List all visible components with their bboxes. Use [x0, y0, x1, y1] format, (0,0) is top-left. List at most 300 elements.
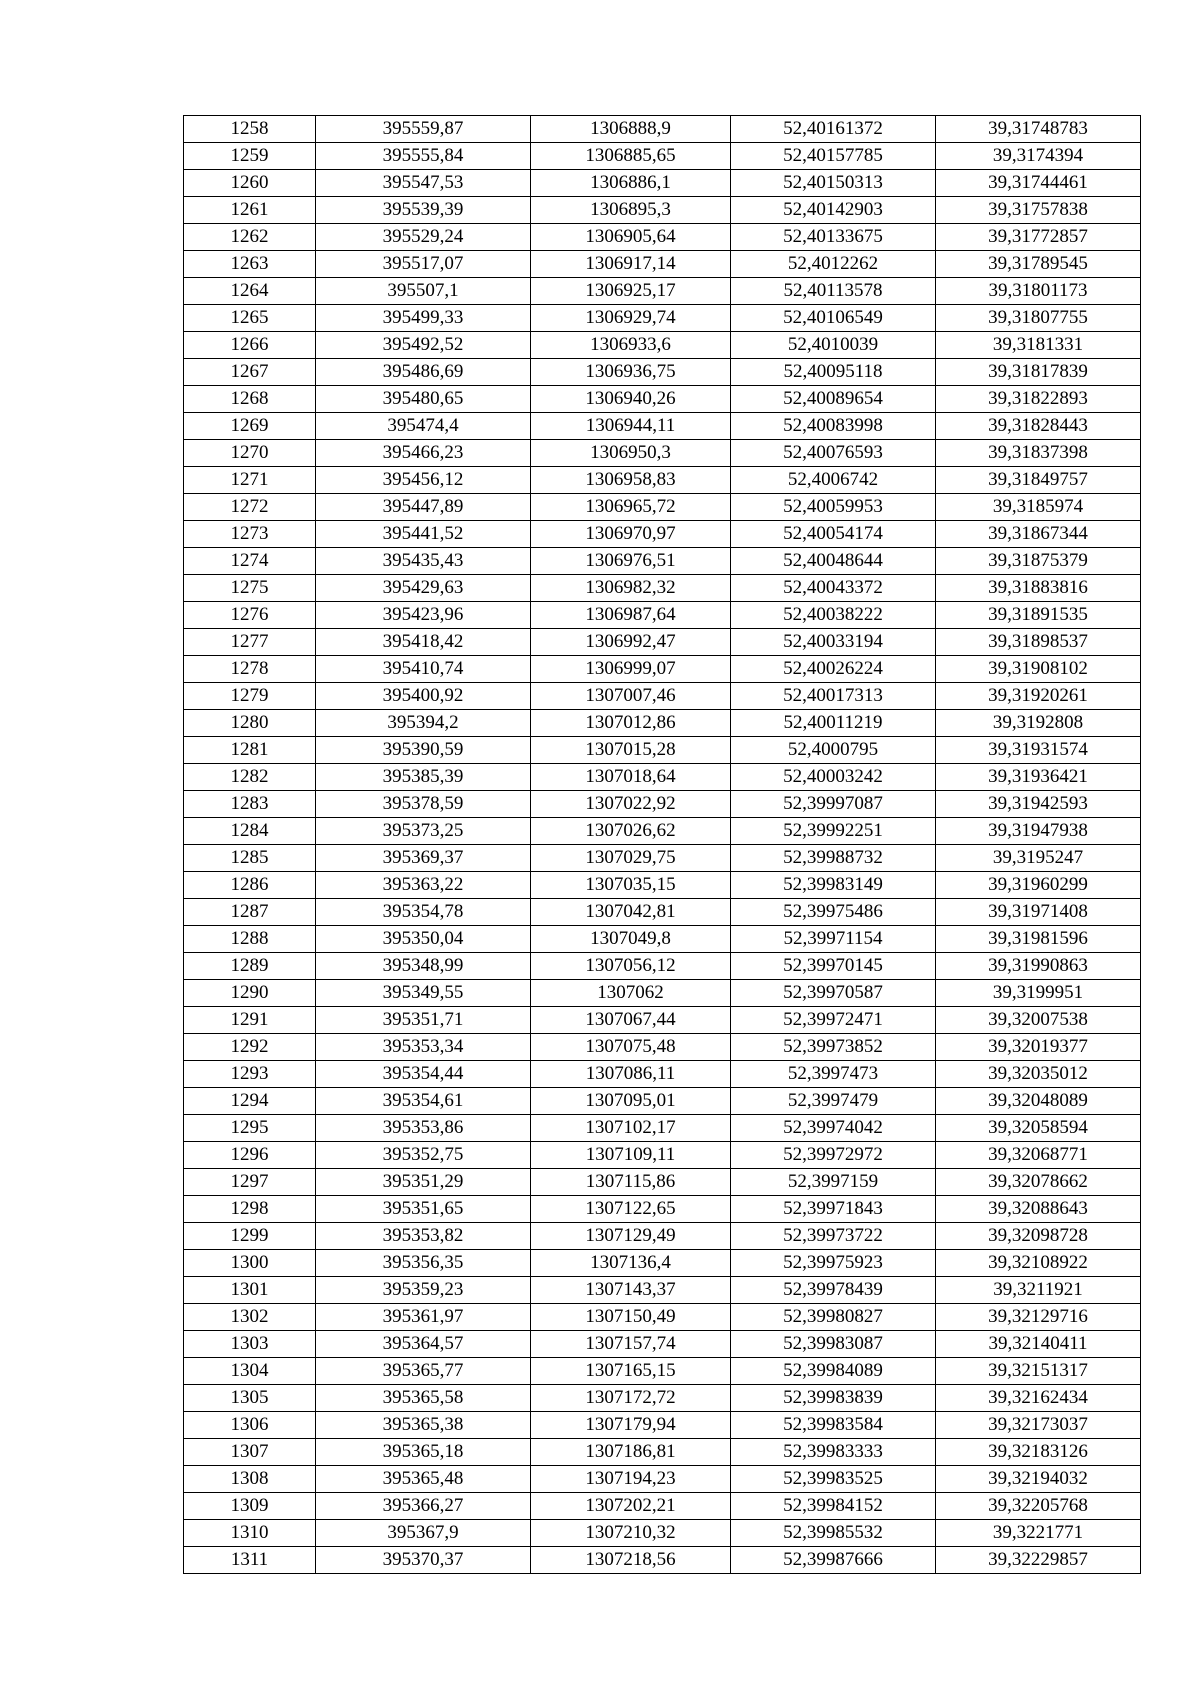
y-coordinate-cell: 1307007,46 [531, 683, 731, 710]
table-row [184, 251, 1141, 278]
x-coordinate-cell: 395492,52 [316, 332, 531, 359]
latitude-cell: 52,40083998 [731, 413, 936, 440]
latitude-cell: 52,40026224 [731, 656, 936, 683]
latitude-cell: 52,40059953 [731, 494, 936, 521]
point-number-cell: 1279 [184, 683, 316, 710]
y-coordinate-cell: 1306965,72 [531, 494, 731, 521]
latitude-cell: 52,40142903 [731, 197, 936, 224]
latitude-cell: 52,39983584 [731, 1412, 936, 1439]
point-number-cell: 1273 [184, 521, 316, 548]
point-number-cell: 1291 [184, 1007, 316, 1034]
latitude-cell: 52,39983525 [731, 1466, 936, 1493]
x-coordinate-cell: 395353,82 [316, 1223, 531, 1250]
point-number-cell: 1259 [184, 143, 316, 170]
point-number-cell: 1288 [184, 926, 316, 953]
x-coordinate-cell: 395441,52 [316, 521, 531, 548]
table-row [184, 224, 1141, 251]
latitude-cell: 52,3997159 [731, 1169, 936, 1196]
latitude-cell: 52,39975923 [731, 1250, 936, 1277]
y-coordinate-cell: 1306950,3 [531, 440, 731, 467]
table-row [184, 413, 1141, 440]
latitude-cell: 52,39992251 [731, 818, 936, 845]
coordinates-table [183, 115, 1141, 1574]
point-number-cell: 1272 [184, 494, 316, 521]
table-row [184, 656, 1141, 683]
x-coordinate-cell: 395410,74 [316, 656, 531, 683]
table-row [184, 1439, 1141, 1466]
y-coordinate-cell: 1307029,75 [531, 845, 731, 872]
x-coordinate-cell: 395353,34 [316, 1034, 531, 1061]
longitude-cell: 39,32078662 [936, 1169, 1141, 1196]
point-number-cell: 1292 [184, 1034, 316, 1061]
y-coordinate-cell: 1307095,01 [531, 1088, 731, 1115]
x-coordinate-cell: 395352,75 [316, 1142, 531, 1169]
table-row [184, 1331, 1141, 1358]
longitude-cell: 39,3185974 [936, 494, 1141, 521]
x-coordinate-cell: 395486,69 [316, 359, 531, 386]
point-number-cell: 1283 [184, 791, 316, 818]
longitude-cell: 39,3199951 [936, 980, 1141, 1007]
point-number-cell: 1293 [184, 1061, 316, 1088]
x-coordinate-cell: 395365,58 [316, 1385, 531, 1412]
x-coordinate-cell: 395363,22 [316, 872, 531, 899]
latitude-cell: 52,39984089 [731, 1358, 936, 1385]
latitude-cell: 52,40033194 [731, 629, 936, 656]
x-coordinate-cell: 395529,24 [316, 224, 531, 251]
point-number-cell: 1287 [184, 899, 316, 926]
x-coordinate-cell: 395390,59 [316, 737, 531, 764]
latitude-cell: 52,40043372 [731, 575, 936, 602]
x-coordinate-cell: 395351,29 [316, 1169, 531, 1196]
table-row [184, 1007, 1141, 1034]
point-number-cell: 1294 [184, 1088, 316, 1115]
table-row [184, 386, 1141, 413]
y-coordinate-cell: 1307172,72 [531, 1385, 731, 1412]
latitude-cell: 52,39985532 [731, 1520, 936, 1547]
coordinates-table-body [184, 116, 1141, 1574]
table-row [184, 1223, 1141, 1250]
table-row [184, 1520, 1141, 1547]
longitude-cell: 39,31981596 [936, 926, 1141, 953]
x-coordinate-cell: 395350,04 [316, 926, 531, 953]
longitude-cell: 39,31947938 [936, 818, 1141, 845]
point-number-cell: 1258 [184, 116, 316, 143]
latitude-cell: 52,39983839 [731, 1385, 936, 1412]
longitude-cell: 39,3211921 [936, 1277, 1141, 1304]
longitude-cell: 39,32048089 [936, 1088, 1141, 1115]
table-row [184, 116, 1141, 143]
point-number-cell: 1299 [184, 1223, 316, 1250]
y-coordinate-cell: 1306958,83 [531, 467, 731, 494]
x-coordinate-cell: 395351,71 [316, 1007, 531, 1034]
x-coordinate-cell: 395353,86 [316, 1115, 531, 1142]
x-coordinate-cell: 395364,57 [316, 1331, 531, 1358]
y-coordinate-cell: 1307179,94 [531, 1412, 731, 1439]
point-number-cell: 1268 [184, 386, 316, 413]
point-number-cell: 1274 [184, 548, 316, 575]
table-row [184, 980, 1141, 1007]
longitude-cell: 39,32194032 [936, 1466, 1141, 1493]
x-coordinate-cell: 395365,48 [316, 1466, 531, 1493]
longitude-cell: 39,32173037 [936, 1412, 1141, 1439]
point-number-cell: 1265 [184, 305, 316, 332]
table-row [184, 1169, 1141, 1196]
x-coordinate-cell: 395466,23 [316, 440, 531, 467]
longitude-cell: 39,32058594 [936, 1115, 1141, 1142]
point-number-cell: 1264 [184, 278, 316, 305]
x-coordinate-cell: 395354,78 [316, 899, 531, 926]
x-coordinate-cell: 395351,65 [316, 1196, 531, 1223]
longitude-cell: 39,31971408 [936, 899, 1141, 926]
table-row [184, 1142, 1141, 1169]
latitude-cell: 52,40054174 [731, 521, 936, 548]
table-row [184, 845, 1141, 872]
y-coordinate-cell: 1307150,49 [531, 1304, 731, 1331]
longitude-cell: 39,32162434 [936, 1385, 1141, 1412]
table-row [184, 1250, 1141, 1277]
x-coordinate-cell: 395365,38 [316, 1412, 531, 1439]
y-coordinate-cell: 1306925,17 [531, 278, 731, 305]
longitude-cell: 39,31801173 [936, 278, 1141, 305]
x-coordinate-cell: 395378,59 [316, 791, 531, 818]
y-coordinate-cell: 1306917,14 [531, 251, 731, 278]
longitude-cell: 39,31817839 [936, 359, 1141, 386]
longitude-cell: 39,31789545 [936, 251, 1141, 278]
latitude-cell: 52,39997087 [731, 791, 936, 818]
x-coordinate-cell: 395429,63 [316, 575, 531, 602]
longitude-cell: 39,32140411 [936, 1331, 1141, 1358]
latitude-cell: 52,39973852 [731, 1034, 936, 1061]
latitude-cell: 52,39988732 [731, 845, 936, 872]
latitude-cell: 52,39984152 [731, 1493, 936, 1520]
latitude-cell: 52,40017313 [731, 683, 936, 710]
longitude-cell: 39,32151317 [936, 1358, 1141, 1385]
latitude-cell: 52,3997473 [731, 1061, 936, 1088]
point-number-cell: 1276 [184, 602, 316, 629]
longitude-cell: 39,31772857 [936, 224, 1141, 251]
point-number-cell: 1307 [184, 1439, 316, 1466]
x-coordinate-cell: 395507,1 [316, 278, 531, 305]
table-row [184, 710, 1141, 737]
longitude-cell: 39,32205768 [936, 1493, 1141, 1520]
longitude-cell: 39,31990863 [936, 953, 1141, 980]
longitude-cell: 39,31867344 [936, 521, 1141, 548]
point-number-cell: 1298 [184, 1196, 316, 1223]
longitude-cell: 39,31828443 [936, 413, 1141, 440]
point-number-cell: 1286 [184, 872, 316, 899]
latitude-cell: 52,39970145 [731, 953, 936, 980]
x-coordinate-cell: 395456,12 [316, 467, 531, 494]
table-row [184, 1304, 1141, 1331]
latitude-cell: 52,39983333 [731, 1439, 936, 1466]
longitude-cell: 39,3181331 [936, 332, 1141, 359]
y-coordinate-cell: 1306885,65 [531, 143, 731, 170]
x-coordinate-cell: 395373,25 [316, 818, 531, 845]
x-coordinate-cell: 395400,92 [316, 683, 531, 710]
table-row [184, 1088, 1141, 1115]
longitude-cell: 39,31942593 [936, 791, 1141, 818]
table-row [184, 1412, 1141, 1439]
table-row [184, 1034, 1141, 1061]
point-number-cell: 1262 [184, 224, 316, 251]
point-number-cell: 1305 [184, 1385, 316, 1412]
table-row [184, 764, 1141, 791]
longitude-cell: 39,31891535 [936, 602, 1141, 629]
x-coordinate-cell: 395367,9 [316, 1520, 531, 1547]
y-coordinate-cell: 1307109,11 [531, 1142, 731, 1169]
y-coordinate-cell: 1306895,3 [531, 197, 731, 224]
latitude-cell: 52,39987666 [731, 1547, 936, 1574]
y-coordinate-cell: 1307075,48 [531, 1034, 731, 1061]
table-row [184, 197, 1141, 224]
longitude-cell: 39,32129716 [936, 1304, 1141, 1331]
latitude-cell: 52,39983149 [731, 872, 936, 899]
y-coordinate-cell: 1307218,56 [531, 1547, 731, 1574]
y-coordinate-cell: 1307086,11 [531, 1061, 731, 1088]
table-row [184, 494, 1141, 521]
y-coordinate-cell: 1307015,28 [531, 737, 731, 764]
point-number-cell: 1284 [184, 818, 316, 845]
point-number-cell: 1281 [184, 737, 316, 764]
longitude-cell: 39,31883816 [936, 575, 1141, 602]
table-row [184, 1547, 1141, 1574]
x-coordinate-cell: 395539,39 [316, 197, 531, 224]
point-number-cell: 1270 [184, 440, 316, 467]
point-number-cell: 1301 [184, 1277, 316, 1304]
longitude-cell: 39,31931574 [936, 737, 1141, 764]
latitude-cell: 52,40095118 [731, 359, 936, 386]
point-number-cell: 1271 [184, 467, 316, 494]
point-number-cell: 1311 [184, 1547, 316, 1574]
y-coordinate-cell: 1307186,81 [531, 1439, 731, 1466]
y-coordinate-cell: 1307062 [531, 980, 731, 1007]
table-row [184, 1196, 1141, 1223]
longitude-cell: 39,3221771 [936, 1520, 1141, 1547]
point-number-cell: 1303 [184, 1331, 316, 1358]
latitude-cell: 52,39978439 [731, 1277, 936, 1304]
point-number-cell: 1280 [184, 710, 316, 737]
longitude-cell: 39,32229857 [936, 1547, 1141, 1574]
latitude-cell: 52,39971154 [731, 926, 936, 953]
longitude-cell: 39,3174394 [936, 143, 1141, 170]
longitude-cell: 39,31898537 [936, 629, 1141, 656]
latitude-cell: 52,39980827 [731, 1304, 936, 1331]
table-row [184, 332, 1141, 359]
longitude-cell: 39,31849757 [936, 467, 1141, 494]
longitude-cell: 39,31837398 [936, 440, 1141, 467]
longitude-cell: 39,31807755 [936, 305, 1141, 332]
x-coordinate-cell: 395348,99 [316, 953, 531, 980]
y-coordinate-cell: 1306936,75 [531, 359, 731, 386]
latitude-cell: 52,40089654 [731, 386, 936, 413]
latitude-cell: 52,40076593 [731, 440, 936, 467]
y-coordinate-cell: 1307049,8 [531, 926, 731, 953]
point-number-cell: 1300 [184, 1250, 316, 1277]
table-row [184, 1277, 1141, 1304]
point-number-cell: 1290 [184, 980, 316, 1007]
latitude-cell: 52,39974042 [731, 1115, 936, 1142]
y-coordinate-cell: 1307136,4 [531, 1250, 731, 1277]
latitude-cell: 52,40011219 [731, 710, 936, 737]
table-row [184, 1358, 1141, 1385]
y-coordinate-cell: 1306933,6 [531, 332, 731, 359]
y-coordinate-cell: 1307129,49 [531, 1223, 731, 1250]
longitude-cell: 39,31822893 [936, 386, 1141, 413]
point-number-cell: 1289 [184, 953, 316, 980]
y-coordinate-cell: 1306929,74 [531, 305, 731, 332]
point-number-cell: 1308 [184, 1466, 316, 1493]
latitude-cell: 52,40157785 [731, 143, 936, 170]
y-coordinate-cell: 1307157,74 [531, 1331, 731, 1358]
x-coordinate-cell: 395361,97 [316, 1304, 531, 1331]
table-row [184, 1466, 1141, 1493]
y-coordinate-cell: 1307035,15 [531, 872, 731, 899]
table-row [184, 899, 1141, 926]
x-coordinate-cell: 395365,18 [316, 1439, 531, 1466]
latitude-cell: 52,39970587 [731, 980, 936, 1007]
longitude-cell: 39,32108922 [936, 1250, 1141, 1277]
longitude-cell: 39,31920261 [936, 683, 1141, 710]
x-coordinate-cell: 395349,55 [316, 980, 531, 1007]
longitude-cell: 39,32068771 [936, 1142, 1141, 1169]
longitude-cell: 39,31960299 [936, 872, 1141, 899]
y-coordinate-cell: 1307202,21 [531, 1493, 731, 1520]
y-coordinate-cell: 1307022,92 [531, 791, 731, 818]
point-number-cell: 1309 [184, 1493, 316, 1520]
longitude-cell: 39,31908102 [936, 656, 1141, 683]
point-number-cell: 1275 [184, 575, 316, 602]
table-row [184, 1493, 1141, 1520]
x-coordinate-cell: 395499,33 [316, 305, 531, 332]
point-number-cell: 1278 [184, 656, 316, 683]
x-coordinate-cell: 395423,96 [316, 602, 531, 629]
x-coordinate-cell: 395474,4 [316, 413, 531, 440]
y-coordinate-cell: 1307165,15 [531, 1358, 731, 1385]
y-coordinate-cell: 1306976,51 [531, 548, 731, 575]
longitude-cell: 39,31757838 [936, 197, 1141, 224]
point-number-cell: 1269 [184, 413, 316, 440]
longitude-cell: 39,32183126 [936, 1439, 1141, 1466]
latitude-cell: 52,39983087 [731, 1331, 936, 1358]
point-number-cell: 1267 [184, 359, 316, 386]
y-coordinate-cell: 1307056,12 [531, 953, 731, 980]
point-number-cell: 1285 [184, 845, 316, 872]
table-row [184, 521, 1141, 548]
x-coordinate-cell: 395555,84 [316, 143, 531, 170]
longitude-cell: 39,3192808 [936, 710, 1141, 737]
y-coordinate-cell: 1306999,07 [531, 656, 731, 683]
latitude-cell: 52,39972972 [731, 1142, 936, 1169]
x-coordinate-cell: 395394,2 [316, 710, 531, 737]
point-number-cell: 1263 [184, 251, 316, 278]
longitude-cell: 39,31748783 [936, 116, 1141, 143]
x-coordinate-cell: 395370,37 [316, 1547, 531, 1574]
x-coordinate-cell: 395356,35 [316, 1250, 531, 1277]
table-row [184, 683, 1141, 710]
latitude-cell: 52,39972471 [731, 1007, 936, 1034]
x-coordinate-cell: 395447,89 [316, 494, 531, 521]
point-number-cell: 1260 [184, 170, 316, 197]
y-coordinate-cell: 1307194,23 [531, 1466, 731, 1493]
table-row [184, 440, 1141, 467]
latitude-cell: 52,4000795 [731, 737, 936, 764]
latitude-cell: 52,40161372 [731, 116, 936, 143]
point-number-cell: 1304 [184, 1358, 316, 1385]
point-number-cell: 1296 [184, 1142, 316, 1169]
latitude-cell: 52,39971843 [731, 1196, 936, 1223]
table-row [184, 170, 1141, 197]
y-coordinate-cell: 1307018,64 [531, 764, 731, 791]
x-coordinate-cell: 395359,23 [316, 1277, 531, 1304]
latitude-cell: 52,40003242 [731, 764, 936, 791]
table-row [184, 143, 1141, 170]
y-coordinate-cell: 1307122,65 [531, 1196, 731, 1223]
table-row [184, 737, 1141, 764]
y-coordinate-cell: 1306944,11 [531, 413, 731, 440]
x-coordinate-cell: 395385,39 [316, 764, 531, 791]
y-coordinate-cell: 1307042,81 [531, 899, 731, 926]
latitude-cell: 52,39973722 [731, 1223, 936, 1250]
table-row [184, 548, 1141, 575]
table-row [184, 278, 1141, 305]
latitude-cell: 52,4012262 [731, 251, 936, 278]
y-coordinate-cell: 1307210,32 [531, 1520, 731, 1547]
y-coordinate-cell: 1306888,9 [531, 116, 731, 143]
table-row [184, 872, 1141, 899]
y-coordinate-cell: 1307026,62 [531, 818, 731, 845]
y-coordinate-cell: 1306982,32 [531, 575, 731, 602]
latitude-cell: 52,4006742 [731, 467, 936, 494]
table-row [184, 1115, 1141, 1142]
point-number-cell: 1310 [184, 1520, 316, 1547]
longitude-cell: 39,32007538 [936, 1007, 1141, 1034]
latitude-cell: 52,40106549 [731, 305, 936, 332]
y-coordinate-cell: 1307102,17 [531, 1115, 731, 1142]
x-coordinate-cell: 395354,44 [316, 1061, 531, 1088]
table-row [184, 953, 1141, 980]
table-row [184, 791, 1141, 818]
y-coordinate-cell: 1306987,64 [531, 602, 731, 629]
x-coordinate-cell: 395365,77 [316, 1358, 531, 1385]
point-number-cell: 1261 [184, 197, 316, 224]
point-number-cell: 1297 [184, 1169, 316, 1196]
y-coordinate-cell: 1306970,97 [531, 521, 731, 548]
x-coordinate-cell: 395547,53 [316, 170, 531, 197]
longitude-cell: 39,32098728 [936, 1223, 1141, 1250]
latitude-cell: 52,4010039 [731, 332, 936, 359]
y-coordinate-cell: 1307143,37 [531, 1277, 731, 1304]
x-coordinate-cell: 395366,27 [316, 1493, 531, 1520]
table-row [184, 1385, 1141, 1412]
longitude-cell: 39,31936421 [936, 764, 1141, 791]
longitude-cell: 39,31875379 [936, 548, 1141, 575]
x-coordinate-cell: 395517,07 [316, 251, 531, 278]
y-coordinate-cell: 1307012,86 [531, 710, 731, 737]
y-coordinate-cell: 1306886,1 [531, 170, 731, 197]
table-row [184, 602, 1141, 629]
latitude-cell: 52,3997479 [731, 1088, 936, 1115]
longitude-cell: 39,31744461 [936, 170, 1141, 197]
table-row [184, 818, 1141, 845]
point-number-cell: 1277 [184, 629, 316, 656]
latitude-cell: 52,40150313 [731, 170, 936, 197]
point-number-cell: 1306 [184, 1412, 316, 1439]
table-row [184, 359, 1141, 386]
x-coordinate-cell: 395354,61 [316, 1088, 531, 1115]
point-number-cell: 1266 [184, 332, 316, 359]
latitude-cell: 52,40133675 [731, 224, 936, 251]
x-coordinate-cell: 395480,65 [316, 386, 531, 413]
